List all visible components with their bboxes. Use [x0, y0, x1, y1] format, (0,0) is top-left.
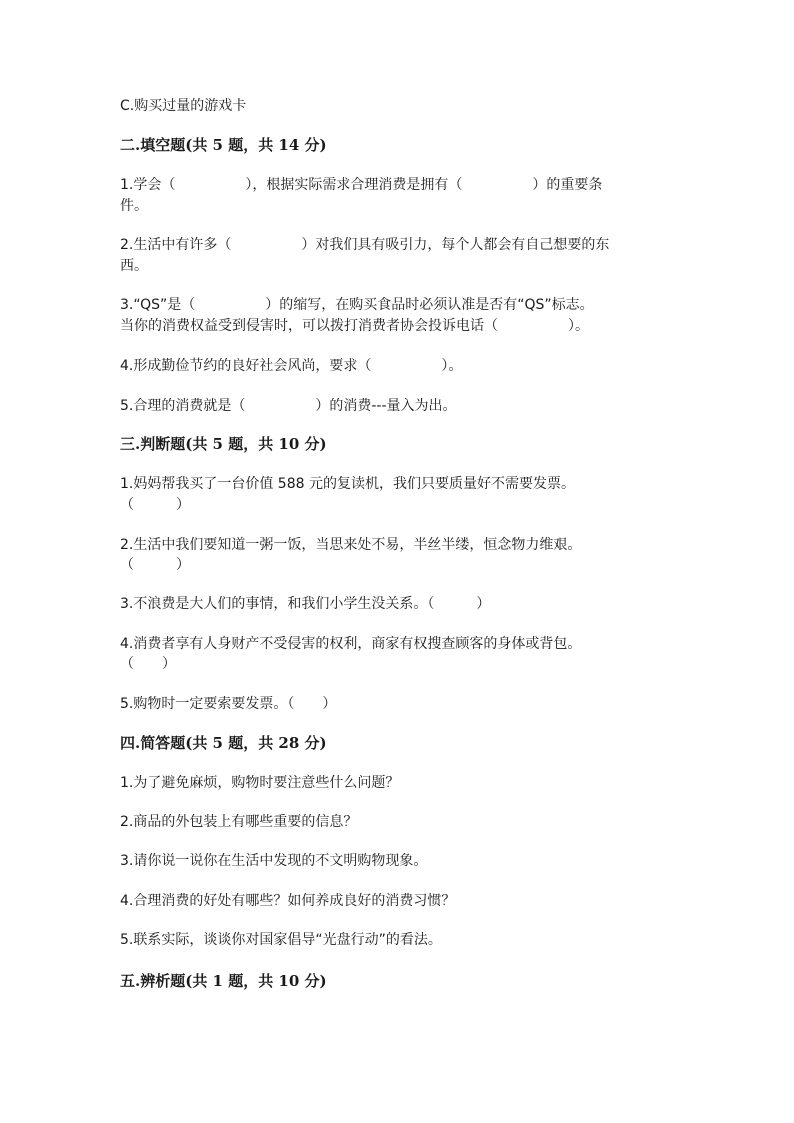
- judge-q4-line1: 4.消费者享有人身财产不受侵害的权利，商家有权搜查顾客的身体或背包。: [120, 636, 582, 652]
- judge-q2-line1: 2.生活中我们要知道一粥一饭，当思来处不易，半丝半缕，恒念物力维艰。: [120, 537, 582, 553]
- fill-q1-line2: 件。: [120, 198, 148, 214]
- section-judge-title: 三.判断题(共 5 题，共 10 分): [120, 435, 327, 453]
- fill-q1-line1: 1.学会（ ），根据实际需求合理消费是拥有（ ）的重要条: [120, 177, 603, 193]
- short-q4: 4.合理消费的好处有哪些？如何养成良好的消费习惯？: [120, 893, 456, 909]
- fill-q2-line2: 西。: [120, 258, 148, 274]
- option-c: C.购买过量的游戏卡: [120, 98, 247, 114]
- judge-q4-line2: （ ）: [120, 656, 176, 672]
- fill-q3-line2: 当你的消费权益受到侵害时，可以拨打消费者协会投诉电话（ ）。: [120, 318, 589, 334]
- short-q1: 1.为了避免麻烦，购物时要注意些什么问题？: [120, 775, 400, 791]
- fill-q5: 5.合理的消费就是（ ）的消费---量入为出。: [120, 398, 457, 414]
- short-q5: 5.联系实际，谈谈你对国家倡导“光盘行动”的看法。: [120, 932, 442, 948]
- section-fill-in-title: 二.填空题(共 5 题，共 14 分): [120, 136, 327, 154]
- judge-q1-line2: （ ）: [120, 497, 190, 513]
- judge-q3: 3.不浪费是大人们的事情，和我们小学生没关系。（ ）: [120, 596, 491, 612]
- judge-q5: 5.购物时一定要索要发票。（ ）: [120, 696, 337, 712]
- section-short-answer-title: 四.简答题(共 5 题，共 28 分): [120, 734, 327, 752]
- fill-q3-line1: 3.“QS”是（ ）的缩写，在购买食品时必须认准是否有“QS”标志。: [120, 297, 594, 313]
- fill-q2-line1: 2.生活中有许多（ ）对我们具有吸引力，每个人都会有自己想要的东: [120, 237, 610, 253]
- judge-q2-line2: （ ）: [120, 557, 190, 573]
- short-q3: 3.请你说一说你在生活中发现的不文明购物现象。: [120, 853, 428, 869]
- judge-q1-line1: 1.妈妈帮我买了一台价值 588 元的复读机，我们只要质量好不需要发票。: [120, 476, 575, 492]
- short-q2: 2.商品的外包装上有哪些重要的信息？: [120, 814, 358, 830]
- fill-q4: 4.形成勤俭节约的良好社会风尚，要求（ ）。: [120, 358, 463, 374]
- section-analysis-title: 五.辨析题(共 1 题，共 10 分): [120, 972, 327, 990]
